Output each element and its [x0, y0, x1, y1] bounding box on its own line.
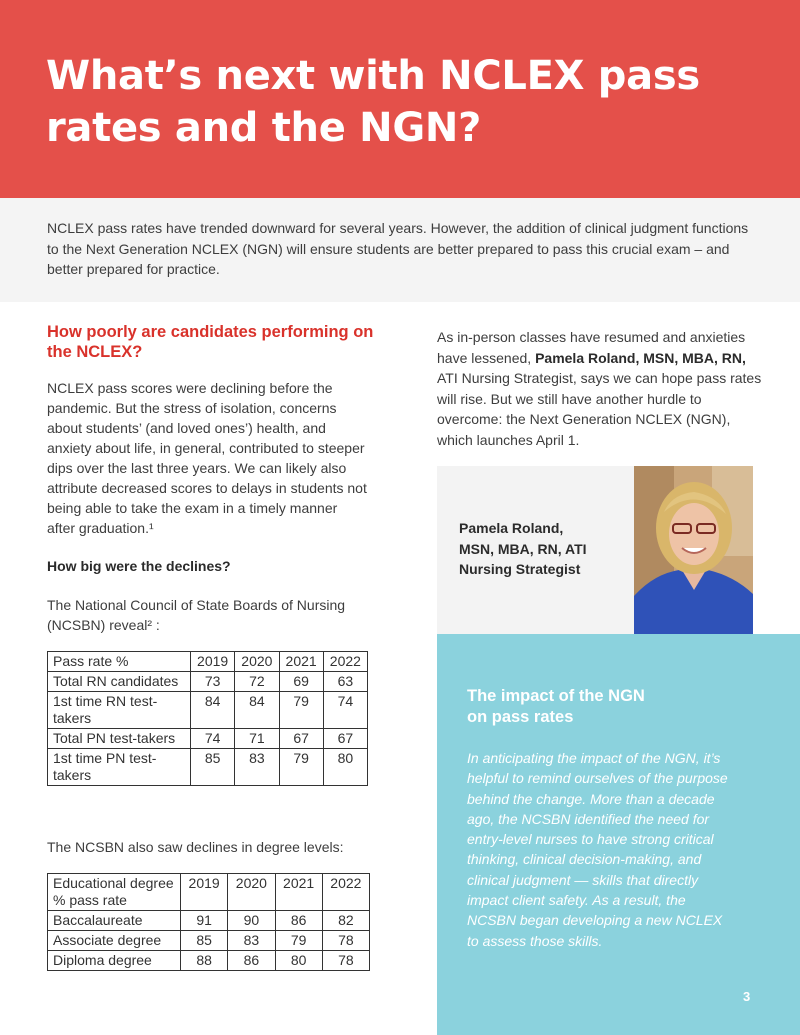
table-cell: 74: [323, 692, 367, 729]
table-row: [48, 951, 370, 971]
table-cell: 88: [181, 951, 228, 971]
profile-name: Pamela Roland, MSN, MBA, RN, ATI Nursing Strategist: [459, 520, 587, 577]
table-header-cell: Pass rate %: [48, 652, 191, 672]
table-header-row: [48, 652, 368, 672]
table-cell: 85: [191, 749, 235, 786]
table-row: [48, 729, 368, 749]
table-header-cell: 2019: [191, 652, 235, 672]
page-number: 3: [743, 989, 751, 1004]
pass-rate-table: [47, 651, 368, 786]
table-cell: Baccalaureate: [48, 911, 181, 931]
intro-band: [0, 198, 800, 302]
profile-card: [437, 466, 753, 634]
table-header-cell: Educational degree % pass rate: [48, 874, 181, 911]
table-row: [48, 692, 368, 729]
portrait-photo: [634, 466, 753, 634]
table-header-cell: 2022: [322, 874, 369, 911]
table-cell: 78: [322, 931, 369, 951]
table-cell: 80: [323, 749, 367, 786]
table-cell: 85: [181, 931, 228, 951]
impact-heading: The impact of the NGN on pass rates: [467, 687, 645, 726]
table-cell: 90: [228, 911, 275, 931]
table-cell: 79: [279, 692, 323, 729]
left-paragraph-3: The NCSBN also saw declines in degree levels:: [47, 839, 344, 855]
table-row: [48, 672, 368, 692]
table-header-row: [48, 874, 370, 911]
table-cell: 73: [191, 672, 235, 692]
table-cell: Total RN candidates: [48, 672, 191, 692]
section-heading: How poorly are candidates performing on the NCLEX?: [47, 323, 374, 361]
table-cell: 84: [235, 692, 279, 729]
table-header-cell: 2020: [228, 874, 275, 911]
table-row: [48, 931, 370, 951]
table-row: [48, 749, 368, 786]
table-cell: 1st time PN test-takers: [48, 749, 191, 786]
table-header-cell: 2021: [279, 652, 323, 672]
table-cell: 83: [235, 749, 279, 786]
table-cell: 78: [322, 951, 369, 971]
table-cell: 74: [191, 729, 235, 749]
table-cell: 79: [279, 749, 323, 786]
table-cell: 1st time RN test-takers: [48, 692, 191, 729]
subheading: How big were the declines?: [47, 558, 231, 574]
table-header-cell: 2020: [235, 652, 279, 672]
impact-panel: [437, 634, 800, 1035]
table-cell: Diploma degree: [48, 951, 181, 971]
table-header-cell: 2022: [323, 652, 367, 672]
left-paragraph-2: The National Council of State Boards of Nursing (NCSBN) reveal² :: [47, 597, 346, 633]
table-cell: 67: [279, 729, 323, 749]
table-cell: 86: [228, 951, 275, 971]
intro-text: NCLEX pass rates have trended downward for several years. However, the addition of clinical judgment functions to the Next Generation NCLEX (NGN) will ensure students are better prepared to pass this crucial exam – and better prepared for practice.: [47, 220, 749, 277]
table-cell: 72: [235, 672, 279, 692]
table-cell: 63: [323, 672, 367, 692]
right-paragraph: As in-person classes have resumed and anxieties have lessened, Pamela Roland, MSN, MBA, RN, ATI Nursing Strategist, says we can hope pass rates will rise. But we still have another hurdle to overcome: the Next Generation NCLEX (NGN), which launches April 1.: [437, 329, 762, 448]
impact-text: In anticipating the impact of the NGN, it’s helpful to remind ourselves of the purpose behind the change. More than a decade ago, the NCSBN identified the need for entry-level nurses to have strong critical thinking, clinical decision-making, and clinical judgment — skills that directly impact client safety. As a result, the NCSBN began developing a new NCLEX to assess those skills.: [467, 750, 728, 949]
table-cell: 80: [275, 951, 322, 971]
table-header-cell: 2019: [181, 874, 228, 911]
page-title: What’s next with NCLEX pass rates and the NGN?: [46, 53, 700, 151]
table-cell: 79: [275, 931, 322, 951]
quoted-name: Pamela Roland, MSN, MBA, RN,: [535, 349, 746, 366]
left-paragraph-1: NCLEX pass scores were declining before the pandemic. But the stress of isolation, concerns about students’ (and loved ones’) health, and anxiety about life, in general, contributed to steeper dips over the last three years. We can likely also attribute decreased scores to delays in students not being able to take the exam in a timely manner after graduation.¹: [47, 380, 367, 536]
table-cell: 82: [322, 911, 369, 931]
table-cell: 71: [235, 729, 279, 749]
table-cell: 69: [279, 672, 323, 692]
degree-table: [47, 873, 370, 971]
table-cell: 83: [228, 931, 275, 951]
table-header-cell: 2021: [275, 874, 322, 911]
left-heading-block: [47, 322, 377, 362]
table-cell: Total PN test-takers: [48, 729, 191, 749]
table-cell: Associate degree: [48, 931, 181, 951]
table-cell: 91: [181, 911, 228, 931]
table-cell: 84: [191, 692, 235, 729]
title-banner: [0, 0, 800, 198]
table-cell: 67: [323, 729, 367, 749]
table-row: [48, 911, 370, 931]
table-cell: 86: [275, 911, 322, 931]
